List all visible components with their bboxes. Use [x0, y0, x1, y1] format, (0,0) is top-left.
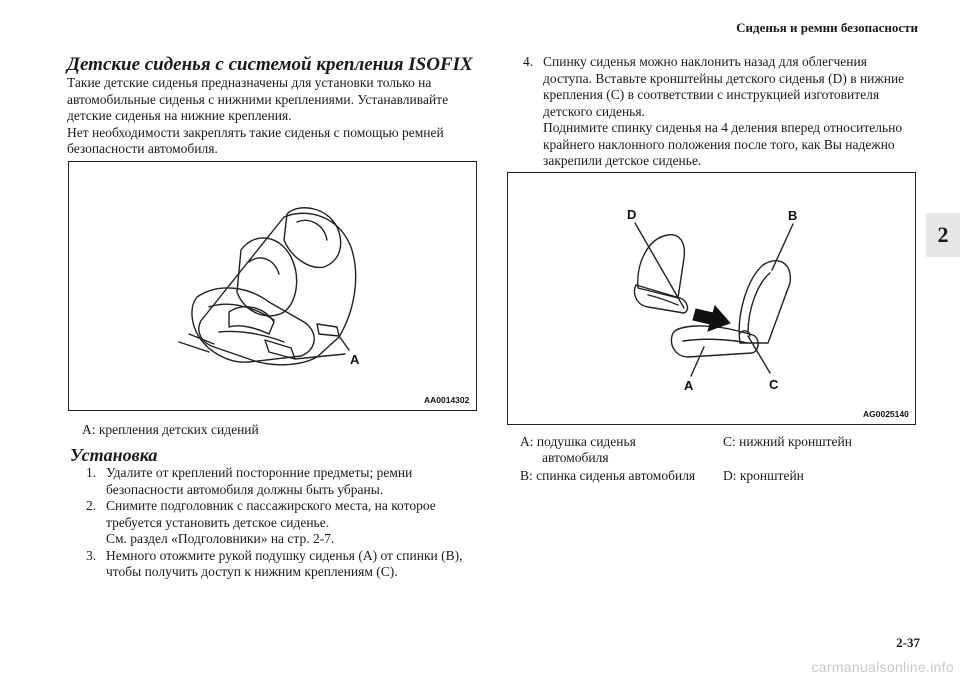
label-c: C — [769, 377, 779, 392]
label-d: D — [627, 207, 637, 222]
figure-code: AA0014302 — [424, 395, 470, 405]
legend-a: A: подушка сиденья — [520, 434, 636, 449]
label-b: B — [788, 208, 798, 223]
install-steps — [86, 465, 486, 581]
step-number: 1. — [86, 465, 97, 480]
figure-isofix-seat — [68, 161, 477, 411]
intro-line: Такие детские сиденья предназначены для установки только на — [67, 75, 432, 90]
running-header: Сиденья и ремни безопасности — [736, 20, 918, 35]
step-line: крайнего наклонного положения после того, как Вы надежно — [543, 136, 895, 152]
step-item — [86, 465, 486, 498]
isofix-connector — [317, 324, 339, 336]
figure-caption: A: крепления детских сидений — [82, 422, 259, 437]
label-a: A — [684, 378, 694, 393]
seat-base — [192, 288, 314, 362]
step-line: Удалите от креплений посторонние предметы; ремни — [106, 465, 413, 480]
legend-c: C: нижний кронштейн — [723, 434, 852, 449]
step-line: крепления (C) в соответствии с инструкцией изготовителя — [543, 87, 880, 102]
figure-legend — [520, 434, 920, 494]
step-line: Спинку сиденья можно наклонить назад для облегчения — [543, 54, 867, 69]
legend-d: D: кронштейн — [723, 468, 804, 483]
intro-line: автомобильные сиденья с нижними креплениями. Устанавливайте — [67, 91, 449, 107]
step-number: 2. — [86, 498, 97, 513]
side-wing — [237, 238, 297, 316]
isofix-child-seat-illustration — [69, 162, 476, 410]
watermark: carmanualsonline.info — [811, 659, 954, 675]
intro-line: детские сиденья на нижние крепления. — [67, 108, 292, 123]
step-line: Немного отожмите рукой подушку сиденья (A) от спинки (B), — [106, 547, 463, 563]
step-line: Снимите подголовник с пассажирского места, на которое — [106, 498, 436, 513]
figure-code: AG0025140 — [863, 409, 909, 419]
install-steps-continued — [523, 54, 923, 170]
head-rest — [284, 208, 341, 268]
step-line: детского сиденья. — [543, 103, 645, 119]
step-line: доступа. Вставьте кронштейны детского сиденья (D) в нижние — [543, 70, 905, 86]
chapter-number: 2 — [937, 222, 949, 247]
step-line: См. раздел «Подголовники» на стр. 2-7. — [106, 531, 335, 546]
intro-text — [67, 75, 487, 158]
step-item — [86, 498, 486, 548]
step-line: чтобы получить доступ к нижним креплениям (C). — [106, 564, 398, 579]
child-seat-back — [638, 235, 685, 298]
step-number: 3. — [86, 547, 97, 563]
seat-anchors-illustration — [508, 173, 915, 424]
chapter-tab — [926, 213, 960, 257]
step-item — [523, 54, 923, 170]
step-line: безопасности автомобиля должны быть убраны. — [106, 481, 384, 497]
figure-seat-anchors — [507, 172, 916, 425]
step-line: Поднимите спинку сиденья на 4 деления вперед относительно — [543, 120, 903, 135]
step-line: закрепили детское сиденье. — [543, 153, 702, 168]
step-line: требуется установить детское сиденье. — [106, 514, 330, 530]
legend-b: B: спинка сиденья автомобиля — [520, 468, 696, 483]
page-number: 2-37 — [896, 635, 920, 650]
intro-line: Нет необходимости закреплять такие сиденья с помощью ремней — [67, 124, 444, 140]
isofix-connector — [265, 340, 295, 359]
legend-a-cont: автомобиля — [542, 450, 609, 465]
insert-arrow — [693, 306, 730, 331]
section-heading: Детские сиденья с системой крепления ISOFIX — [67, 54, 473, 75]
step-item — [86, 548, 486, 581]
label-a: A — [350, 352, 360, 367]
intro-line: безопасности автомобиля. — [67, 141, 218, 156]
install-heading: Установка — [70, 445, 158, 465]
seat-shell — [199, 213, 356, 365]
step-number: 4. — [523, 54, 534, 69]
